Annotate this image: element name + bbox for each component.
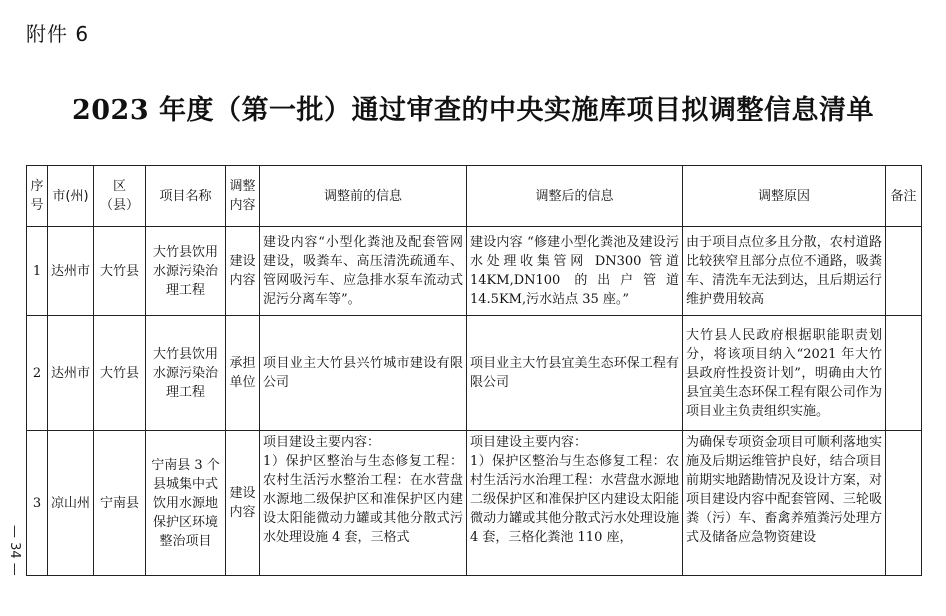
table-row (27, 227, 922, 316)
cell-remark (886, 227, 922, 316)
cell-before: 项目建设主要内容： 1）保护区整治与生态修复工程：农村生活污水整治工程：在水营盘水源地二级保护区和准保护区内建设太阳能微动力罐或其他分散式污水处理设施 4 套，三格式 (260, 431, 467, 576)
header-city: 市(州) (48, 166, 94, 227)
cell-city: 达州市 (48, 316, 94, 431)
cell-before: 项目业主大竹县兴竹城市建设有限公司 (260, 316, 467, 431)
cell-reason: 大竹县人民政府根据职能职责划分，将该项目纳入“2021 年大竹县政府性投资计划”，明确由大竹县宜美生态环保工程有限公司作为项目业主负责组织实施。 (683, 316, 886, 431)
header-reason: 调整原因 (683, 166, 886, 227)
cell-project: 宁南县 3 个县城集中式饮用水源地保护区环境整治项目 (146, 431, 226, 576)
table-row (27, 316, 922, 431)
header-adjust-item: 调整内容 (226, 166, 260, 227)
cell-before: 建设内容“小型化粪池及配套管网建设，吸粪车、高压清洗疏通车、管网吸污车、应急排水泵车流动式泥污分离车等”。 (260, 227, 467, 316)
cell-reason: 为确保专项资金项目可顺利落地实施及后期运维管护良好，结合项目前期实地踏勘情况及设计方案，对项目建设内容中配套管网、三轮吸粪（污）车、畜禽养殖粪污处理方式及储备应急物资建设 (683, 431, 886, 576)
cell-remark (886, 431, 922, 576)
cell-after: 项目建设主要内容： 1）保护区整治与生态修复工程：农村生活污水治理工程：水营盘水源地二级保护区和准保护区内建设太阳能微动力罐或其他分散式污水处理设施 4 套，三格化粪池 110 座， (467, 431, 683, 576)
cell-adjust-item: 建设内容 (226, 227, 260, 316)
page-number: — 34 — (7, 524, 22, 576)
cell-no: 3 (27, 431, 48, 576)
cell-city: 达州市 (48, 227, 94, 316)
cell-remark (886, 316, 922, 431)
cell-city: 凉山州 (48, 431, 94, 576)
cell-project: 大竹县饮用水源污染治理工程 (146, 227, 226, 316)
page-title: 2023 年度（第一批）通过审查的中央实施库项目拟调整信息清单 (71, 95, 875, 126)
cell-after: 建设内容 “修建小型化粪池及建设污水处理收集管网 DN300 管道14KM,DN100 的出户管道 14.5KM,污水站点 35 座。” (467, 227, 683, 316)
cell-adjust-item: 建设内容 (226, 431, 260, 576)
cell-county: 大竹县 (94, 227, 146, 316)
header-no: 序号 (27, 166, 48, 227)
header-county: 区（县） (94, 166, 146, 227)
table-header-row (27, 166, 922, 227)
cell-county: 大竹县 (94, 316, 146, 431)
adjustment-table (26, 165, 922, 576)
cell-adjust-item: 承担单位 (226, 316, 260, 431)
cell-after: 项目业主大竹县宜美生态环保工程有限公司 (467, 316, 683, 431)
table-row (27, 431, 922, 576)
cell-project: 大竹县饮用水源污染治理工程 (146, 316, 226, 431)
header-before: 调整前的信息 (260, 166, 467, 227)
cell-no: 1 (27, 227, 48, 316)
cell-reason: 由于项目点位多且分散，农村道路比较狭窄且部分点位不通路，吸粪车、清洗车无法到达，且后期运行维护费用较高 (683, 227, 886, 316)
attachment-label: 附件 6 (26, 22, 90, 46)
header-after: 调整后的信息 (467, 166, 683, 227)
cell-no: 2 (27, 316, 48, 431)
cell-county: 宁南县 (94, 431, 146, 576)
header-project: 项目名称 (146, 166, 226, 227)
header-remark: 备注 (886, 166, 922, 227)
